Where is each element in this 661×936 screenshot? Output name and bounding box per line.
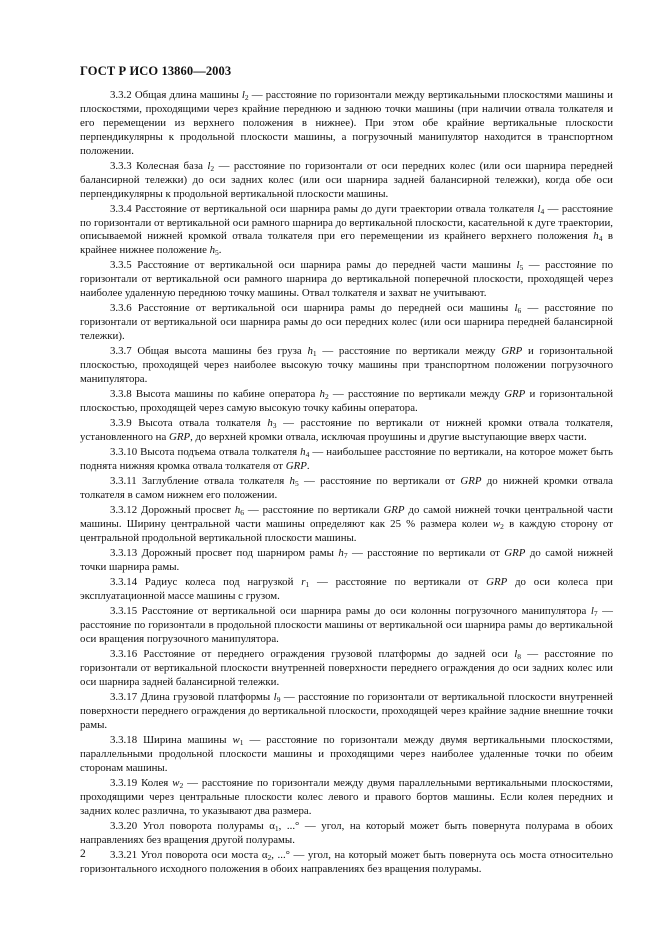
clause-text: в каждую сторону от центральной продольной вертикальной плоскости машины. bbox=[80, 518, 613, 544]
clause-text: — расстояние по горизонтали между двумя параллельными вертикальными плоскостями, проходящими через центральные плоскости колес левого и правого бортов машины. Если колея передних и задних колес различна, то указывают два размера. bbox=[80, 776, 614, 817]
clause-text: — расстояние по горизонтали между двумя вертикальными плоскостями, параллельными продольной плоскости машины и проходящими через наиболее удаленные точки по обеим сторонам машины. bbox=[80, 733, 613, 774]
clause-number: 3.3.14 bbox=[110, 576, 138, 589]
clause-text: Ширина машины bbox=[143, 733, 233, 746]
clause-text: Общая длина машины bbox=[134, 89, 242, 101]
clause-number: 3.3.19 bbox=[110, 776, 138, 789]
clause-text: Общая высота машины без груза bbox=[137, 345, 308, 358]
clause-text: Угол поворота полурамы α bbox=[142, 819, 275, 832]
clause-number: 3.3.17 bbox=[110, 690, 138, 703]
symbol: GRP bbox=[486, 576, 508, 589]
clause-text: — расстояние по горизонтали в продольной плоскости машины от вертикальной оси шарнира рамы до вертикальной оси вращения погрузочного манипулятора. bbox=[80, 605, 613, 645]
symbol: w bbox=[172, 776, 180, 789]
symbol: l bbox=[590, 605, 594, 618]
clause-number: 3.3.11 bbox=[110, 475, 137, 488]
subscript: 2 bbox=[244, 93, 249, 102]
clause-number: 3.3.4 bbox=[110, 202, 132, 215]
clause-number: 3.3.8 bbox=[110, 388, 132, 401]
symbol: GRP bbox=[501, 345, 523, 358]
subscript: 2 bbox=[210, 163, 215, 173]
clause-3-3-18 bbox=[80, 734, 613, 776]
clause-text: и горизонтальной плоскостью, проходящей через самую высокую точку кабины оператора. bbox=[80, 388, 614, 415]
symbol: r bbox=[301, 576, 306, 589]
clause-3-3-7 bbox=[80, 345, 613, 387]
clause-3-3-3 bbox=[80, 160, 613, 202]
clause-text: в крайнее нижнее положение bbox=[80, 230, 613, 257]
clause-text: — расстояние по горизонтали от вертикальной плоскости внутренней поверхности переднего ограждения до вертикальной плоскости, проходящей через крайние задние внешние точки рамы. bbox=[80, 690, 613, 731]
clause-number: 3.3.12 bbox=[110, 504, 138, 517]
clause-number: 3.3.3 bbox=[110, 159, 132, 172]
subscript: 7 bbox=[593, 609, 598, 619]
subscript: 1 bbox=[239, 737, 244, 747]
clause-text: Колесная база bbox=[136, 159, 208, 172]
document-body bbox=[80, 89, 613, 878]
clause-text: — расстояние по горизонтали от вертикальной плоскости внутренней поверхности переднего ограждения до оси задних колес или оси шарнира задней балансирной тележки. bbox=[80, 647, 613, 688]
clause-3-3-15 bbox=[80, 605, 613, 647]
clause-text: — расстояние по вертикали от bbox=[298, 475, 461, 488]
clause-text: Расстояние от вертикальной оси шарнира рамы до передней оси машины bbox=[137, 302, 515, 315]
clause-text: , до верхней кромки отвала, исключая проушины и другие выступающие вверх части. bbox=[190, 431, 587, 444]
clause-3-3-21 bbox=[80, 849, 613, 877]
clause-text: — расстояние по вертикали bbox=[244, 504, 384, 517]
clause-text: — расстояние по вертикали от bbox=[309, 576, 487, 589]
page-number: 2 bbox=[80, 848, 86, 860]
clause-3-3-6 bbox=[80, 302, 613, 344]
symbol: GRP bbox=[285, 460, 307, 473]
symbol: l bbox=[514, 302, 518, 315]
symbol: l bbox=[273, 690, 277, 703]
clause-3-3-11 bbox=[80, 475, 613, 503]
clause-text: Расстояние от вертикальной оси шарнира рамы до оси колонны погрузочного манипулятора bbox=[141, 605, 591, 618]
clause-text: — расстояние по вертикали между bbox=[328, 388, 505, 401]
symbol: l bbox=[514, 647, 518, 660]
clause-text: . bbox=[306, 460, 310, 473]
symbol: h bbox=[338, 547, 344, 560]
clause-text: Расстояние от вертикальной оси шарнира рамы до дуги траектории отвала толкателя bbox=[135, 202, 538, 215]
symbol: GRP bbox=[460, 475, 482, 488]
clause-text: до оси колеса при эксплуатационной массе машины с грузом. bbox=[80, 576, 613, 602]
clause-3-3-9 bbox=[80, 417, 613, 445]
clause-3-3-19 bbox=[80, 777, 613, 819]
symbol: w bbox=[492, 518, 501, 531]
clause-text: , ...° — угол, на который может быть повернута ось моста относительно горизонтального исходного положения в обоих направлениях без вращения полурамы. bbox=[80, 848, 613, 875]
symbol: l bbox=[207, 159, 211, 172]
subscript: 1 bbox=[312, 349, 317, 359]
symbol: h bbox=[234, 504, 241, 517]
clause-text: — расстояние по горизонтали от вертикальной оси рамного шарнира до вертикальной поперечной плоскости, проходящей через наиболее удаленную переднюю точку машины. Отвал толкателя и захват не учитывают. bbox=[80, 259, 613, 300]
subscript: 4 bbox=[540, 206, 545, 216]
clause-text: — расстояние по вертикали между bbox=[316, 345, 502, 358]
clause-text: до самой нижней точки центральной части машины. Ширину центральной части машины определяют как 25 % размера колеи bbox=[80, 504, 613, 531]
clause-text: Высота отвала толкателя bbox=[138, 417, 268, 430]
clause-text: — расстояние по вертикали от bbox=[347, 547, 505, 560]
clause-text: до самой нижней точки шарнира рамы. bbox=[80, 547, 614, 573]
symbol: h bbox=[300, 446, 306, 459]
clause-number: 3.3.16 bbox=[110, 647, 138, 660]
clause-number: 3.3.21 bbox=[110, 848, 138, 861]
subscript: 1 bbox=[305, 580, 310, 590]
clause-text: Дорожный просвет под шарниром рамы bbox=[141, 547, 339, 560]
clause-number: 3.3.13 bbox=[110, 547, 138, 560]
subscript: 5 bbox=[215, 248, 219, 258]
clause-3-3-2 bbox=[80, 89, 613, 159]
clause-3-3-16 bbox=[80, 648, 613, 690]
document-header: ГОСТ Р ИСО 13860—2003 bbox=[80, 64, 232, 78]
symbol: GRP bbox=[504, 547, 526, 560]
subscript: 4 bbox=[305, 450, 310, 460]
symbol: GRP bbox=[169, 431, 191, 444]
clause-number: 3.3.15 bbox=[110, 605, 138, 618]
clause-text: до нижней кромки отвала толкателя в самом нижнем его положении. bbox=[80, 475, 613, 502]
symbol: GRP bbox=[383, 504, 405, 517]
clause-text: — расстояние по горизонтали между вертикальными плоскостями машины и плоскостями, проходящими через крайние переднюю и заднюю точки машины (при наличии отвала толкателя и его перемещении из верхнего положения в нижнее). При этом обе крайние вертикальные плоскости перпендикулярны к продольной плоскости машины, а погрузочный манипулятор находится в транспортном положении. bbox=[80, 89, 613, 157]
subscript: 6 bbox=[240, 508, 245, 518]
clause-3-3-4 bbox=[80, 203, 613, 259]
symbol: l bbox=[241, 89, 245, 101]
clause-3-3-8 bbox=[80, 388, 613, 416]
symbol: h bbox=[209, 244, 216, 257]
clause-number: 3.3.10 bbox=[110, 446, 138, 459]
subscript: 5 bbox=[519, 263, 524, 273]
subscript: 5 bbox=[294, 479, 299, 489]
clause-text: Высота машины по кабине оператора bbox=[135, 388, 320, 401]
clause-number: 3.3.5 bbox=[110, 259, 132, 272]
clause-number: 3.3.2 bbox=[110, 89, 132, 101]
clause-3-3-17 bbox=[80, 691, 613, 733]
symbol: h bbox=[289, 475, 295, 488]
clause-text: — расстояние по горизонтали от вертикальной оси рамного шарнира до вертикальной плоскости, касательной к дуге траектории, описываемой нижней кромкой отвала толкателя при его перемещении из крайнего верхнего положения bbox=[80, 202, 613, 243]
clause-text: Длина грузовой платформы bbox=[140, 690, 274, 703]
symbol: w bbox=[232, 733, 240, 746]
clause-text: . bbox=[218, 244, 222, 257]
subscript: 2 bbox=[267, 852, 272, 862]
clause-text: Радиус колеса под нагрузкой bbox=[144, 576, 302, 589]
clause-number: 3.3.9 bbox=[110, 417, 132, 430]
clause-text: и горизонтальной плоскостью, проходящей через наиболее высокую точку машины при транспортном положении погрузочного манипулятора. bbox=[80, 345, 613, 386]
clause-3-3-13 bbox=[80, 547, 613, 575]
clause-number: 3.3.20 bbox=[110, 819, 138, 832]
symbol: l bbox=[516, 259, 520, 272]
subscript: 2 bbox=[500, 522, 504, 532]
clause-text: Дорожный просвет bbox=[140, 504, 235, 517]
clause-text: — наибольшее расстояние по вертикали, на которое может быть поднята нижняя кромка отвала толкателя от bbox=[80, 446, 613, 473]
subscript: 7 bbox=[343, 551, 348, 561]
subscript: 6 bbox=[517, 306, 522, 316]
clause-3-3-14 bbox=[80, 576, 613, 604]
clause-text: — расстояние по горизонтали от оси передних колес (или оси шарнира передней балансирной тележки) до оси задних колес (или оси шарнира задней балансирной тележки), когда обе оси перпендикулярны к продольной вертикальной плоскости машины. bbox=[80, 159, 613, 200]
subscript: 2 bbox=[324, 392, 329, 402]
clause-text: Расстояние от вертикальной оси шарнира рамы до передней части машины bbox=[137, 259, 517, 272]
symbol: h bbox=[593, 230, 599, 243]
clause-number: 3.3.18 bbox=[110, 733, 138, 746]
clause-text: , ...° — угол, на который может быть повернута полурама в обоих направлениях без вращения другой полурамы. bbox=[80, 819, 614, 846]
symbol: h bbox=[267, 417, 273, 430]
subscript: 9 bbox=[276, 694, 281, 704]
symbol: h bbox=[307, 345, 313, 358]
symbol: GRP bbox=[504, 388, 526, 401]
symbol: l bbox=[537, 202, 541, 215]
subscript: 4 bbox=[598, 234, 603, 244]
clause-number: 3.3.7 bbox=[110, 345, 132, 358]
clause-3-3-20 bbox=[80, 820, 613, 848]
subscript: 3 bbox=[272, 421, 277, 431]
clause-3-3-5 bbox=[80, 259, 613, 301]
clause-text: Угол поворота оси моста α bbox=[140, 848, 268, 861]
subscript: 1 bbox=[274, 823, 279, 833]
subscript: 2 bbox=[179, 780, 184, 790]
clause-text: Заглубление отвала толкателя bbox=[142, 475, 290, 488]
subscript: 8 bbox=[517, 651, 522, 661]
clause-3-3-10 bbox=[80, 446, 613, 474]
clause-text: Колея bbox=[141, 776, 173, 789]
clause-text: — расстояние по горизонтали от вертикальной оси шарнира рамы до оси передних колес (или оси шарнира передней балансирной тележки). bbox=[80, 302, 613, 343]
clause-number: 3.3.6 bbox=[110, 302, 132, 315]
clause-text: — расстояние по вертикали от нижней кромки отвала толкателя, установленного на bbox=[80, 417, 613, 444]
symbol: h bbox=[319, 388, 325, 401]
clause-text: Расстояние от переднего ограждения грузовой платформы до задней оси bbox=[143, 647, 515, 660]
clause-3-3-12 bbox=[80, 504, 613, 546]
clause-text: Высота подъема отвала толкателя bbox=[140, 446, 301, 459]
